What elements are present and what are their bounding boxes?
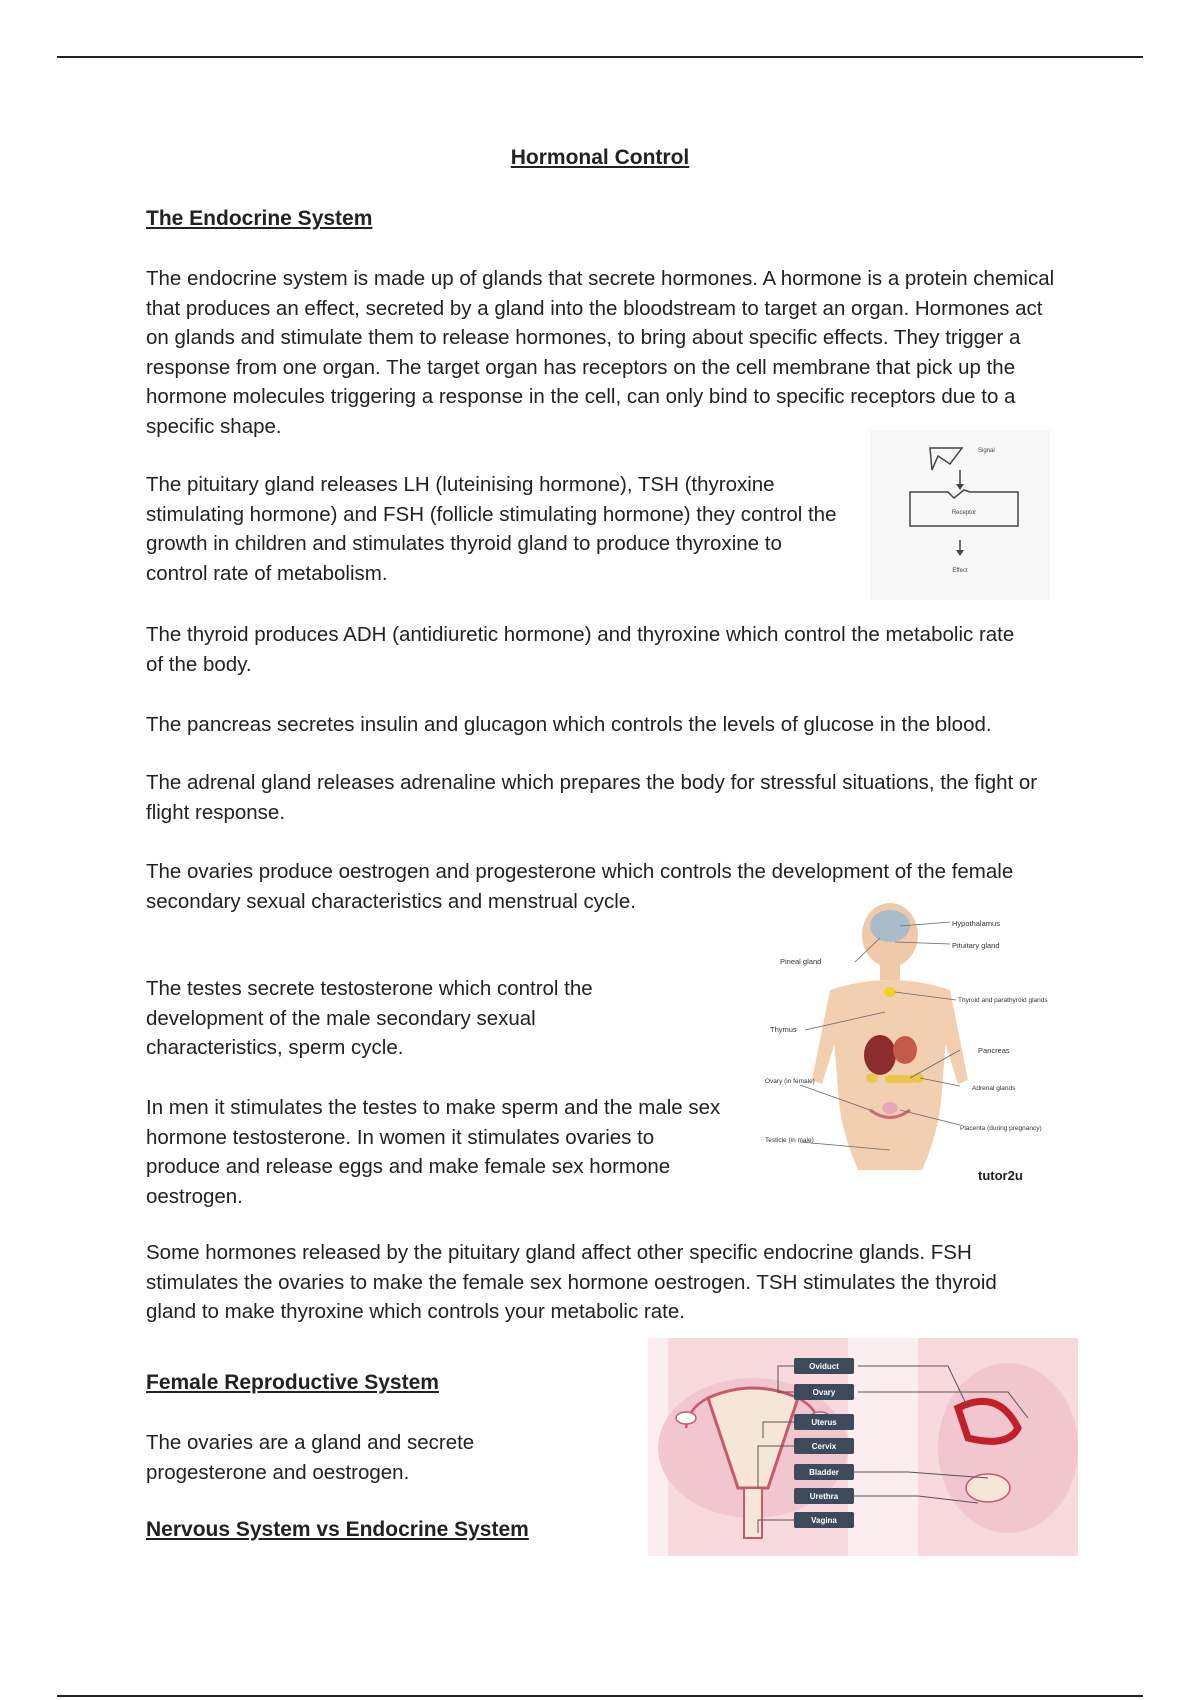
paragraph-testes: The testes secrete testosterone which control the development of the male secondary sexual characteristics, sperm cycle.: [146, 977, 593, 1059]
paragraph-endocrine-intro: The endocrine system is made up of glands that secrete hormones. A hormone is a protein chemical that produces an effect, secreted by a gland into the bloodstream to target an organ. Hormones act on glands and stimulate them to release hormones, to bring about specific effects. They trigger a response from one organ. The target organ has receptors on the cell membrane that pick up the hormone molecules triggering a response in the cell, can only bind to specific receptors due to a specific shape.: [146, 267, 1055, 438]
pancreas-shape: [885, 1075, 915, 1083]
paragraph-ovaries: The ovaries produce oestrogen and progesterone which controls the development of the female secondary sexual characteristics and menstrual cycle.: [146, 860, 1014, 913]
endocrine-glands-figure: [760, 900, 1050, 1190]
label-pineal: Pineal gland: [780, 957, 822, 966]
label-thyroid: Thyroid and parathyroid glands: [958, 997, 1048, 1004]
label-bladder: Bladder: [809, 1468, 839, 1477]
label-oviduct: Oviduct: [809, 1362, 839, 1371]
paragraph-ovaries-gland: The ovaries are a gland and secrete progesterone and oestrogen.: [146, 1431, 475, 1484]
label-pancreas: Pancreas: [978, 1046, 1010, 1055]
ovary-left-shape: [676, 1412, 696, 1424]
paragraph-adrenal: The adrenal gland releases adrenaline which prepares the body for stressful situations, the fight or flight response.: [146, 771, 1038, 824]
stomach-shape: [893, 1036, 917, 1064]
label-ovary: Ovary (in female): [765, 1078, 815, 1085]
paragraph-men-women: In men it stimulates the testes to make sperm and the male sex hormone testosterone. In women it stimulates ovaries to produce and release eggs and make female sex hormone oestrogen.: [146, 1096, 721, 1208]
label-adrenal: Adrenal glands: [972, 1085, 1016, 1092]
label-cervix: Cervix: [811, 1442, 837, 1451]
label-uterus: Uterus: [811, 1418, 837, 1427]
header-rule: [57, 56, 1143, 58]
receptor-label: Receptor: [951, 510, 977, 516]
paragraph-pituitary-glands: Some hormones released by the pituitary gland affect other specific endocrine glands. FSH stimulates the ovaries to make the female sex hormone oestrogen. TSH stimulates the thyroid gland to make thyroxine which controls your metabolic rate.: [146, 1241, 997, 1323]
label-vagina: Vagina: [811, 1516, 837, 1525]
signal-label: Signal: [978, 448, 995, 454]
label-urethra: Urethra: [809, 1492, 839, 1501]
label-testicle: Testicle (in male): [765, 1137, 814, 1144]
vagina-front-shape: [744, 1488, 762, 1538]
label-thymus: Thymus: [770, 1025, 797, 1034]
thyroid-shape: [884, 987, 896, 997]
tutor2u-logo: tutor2u: [978, 1168, 1023, 1183]
label-placenta: Placenta (during pregnancy): [960, 1125, 1042, 1132]
label-hypothalamus: Hypothalamus: [952, 919, 1000, 928]
effect-label: Effect: [952, 568, 968, 574]
paragraph-pituitary: The pituitary gland releases LH (luteinising hormone), TSH (thyroxine stimulating hormone) and FSH (follicle stimulating hormone) they control the growth in children and stimulates thyroid gland to produce thyroxine to control rate of metabolism.: [146, 473, 837, 585]
heading-endocrine-system: The Endocrine System: [146, 207, 373, 230]
label-pituitary: Pituitary gland: [952, 941, 1000, 950]
receptor-diagram: [870, 430, 1050, 600]
paragraph-pancreas: The pancreas secretes insulin and glucagon which controls the levels of glucose in the blood.: [146, 713, 992, 736]
female-reproductive-figure: [648, 1338, 1078, 1556]
heading-female-reproductive: Female Reproductive System: [146, 1371, 439, 1394]
liver-shape: [864, 1035, 896, 1075]
footer-rule: [57, 1695, 1143, 1697]
bladder-side-shape: [966, 1474, 1010, 1502]
heading-nervous-vs-endocrine: Nervous System vs Endocrine System: [146, 1518, 529, 1541]
label-ovary-repro: Ovary: [812, 1388, 836, 1397]
paragraph-thyroid: The thyroid produces ADH (antidiuretic hormone) and thyroxine which control the metabolic rate of the body.: [146, 623, 1015, 676]
document-title: Hormonal Control: [510, 146, 690, 169]
